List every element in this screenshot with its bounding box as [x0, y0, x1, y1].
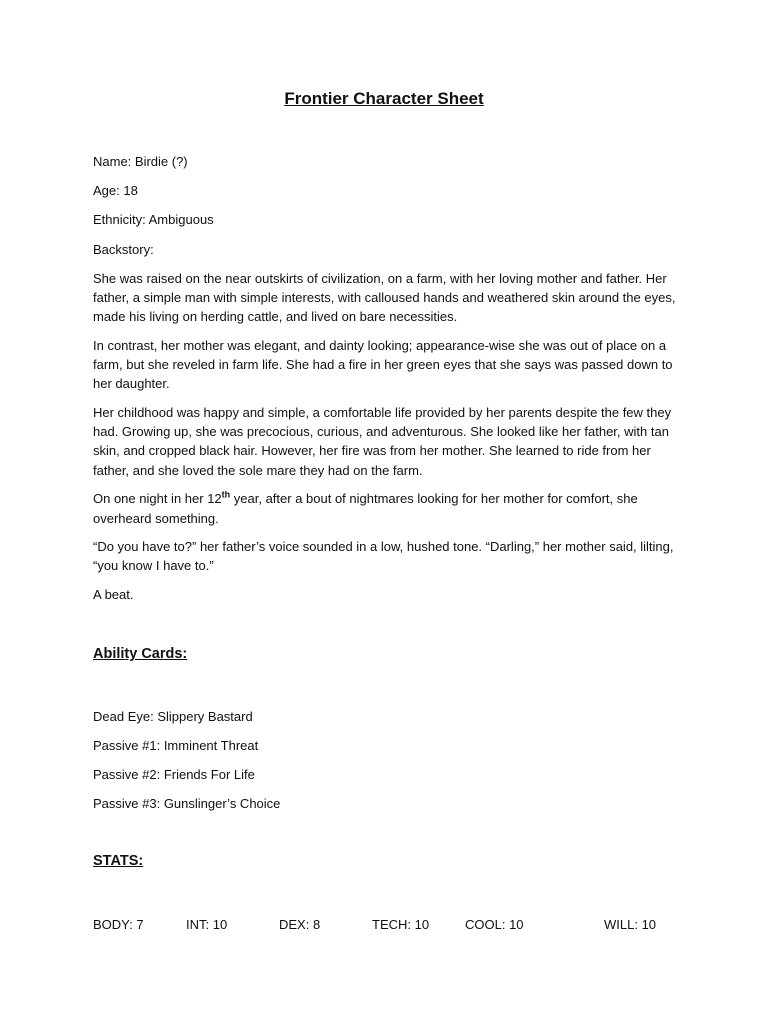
- ordinal-superscript: th: [221, 490, 231, 501]
- name-field: Name: Birdie (?): [93, 154, 188, 169]
- backstory-paragraph-1: She was raised on the near outskirts of civilization, on a farm, with her loving mother and father. Her father, a simple man with simple interests, with calloused hands and weathered skin around the eyes, made his living on herding cattle, and lived on bare necessities.: [93, 270, 676, 325]
- stats-heading: STATS:: [93, 853, 144, 870]
- backstory-paragraph-2: In contrast, her mother was elegant, and dainty looking; appearance-wise she was out of place on a farm, but she reveled in farm life. She had a fire in her green eyes that she says was passed down to her daughter.: [93, 337, 673, 392]
- stat-will: WILL: 10: [604, 917, 657, 932]
- document-body: [93, 152, 683, 881]
- ability-cards-heading: Ability Cards:: [93, 645, 188, 662]
- age-field: Age: 18: [93, 183, 138, 199]
- paragraph-4-end: year, after a bout of nightmares looking for her mother for comfort, she overheard something.: [93, 491, 638, 526]
- ability-card-item: Passive #1: Imminent Threat: [93, 737, 259, 753]
- ethnicity-field: Ethnicity: Ambiguous: [93, 212, 214, 228]
- backstory-paragraph-6: A beat.: [93, 587, 134, 603]
- page-title: Frontier Character Sheet: [284, 89, 484, 108]
- ability-card-item: Dead Eye: Slippery Bastard: [93, 708, 253, 724]
- stat-cool: COOL: 10: [465, 917, 524, 932]
- stats-row: [93, 917, 683, 937]
- stat-tech: TECH: 10: [372, 917, 430, 932]
- backstory-paragraph-4: [93, 489, 683, 527]
- stat-dex: DEX: 8: [279, 917, 321, 932]
- paragraph-4-start: On one night in her 12: [93, 491, 222, 507]
- stat-body: BODY: 7: [93, 917, 144, 932]
- ability-card-item: Passive #3: Gunslinger’s Choice: [93, 796, 281, 812]
- backstory-paragraph-3: Her childhood was happy and simple, a comfortable life provided by her parents despite the few they had. Growing up, she was precocious, curious, and adventurous. She looked like her father, with tan skin, and cropped black hair. However, her fire was from her mother. She learned to ride from her father, and she loved the sole mare they had on the farm.: [93, 405, 672, 478]
- stat-int: INT: 10: [186, 917, 228, 932]
- ability-card-item: Passive #2: Friends For Life: [93, 766, 255, 782]
- backstory-label: Backstory:: [93, 241, 154, 257]
- backstory-paragraph-5: “Do you have to?” her father’s voice sounded in a low, hushed tone. “Darling,” her mother said, lilting, “you know I have to.”: [93, 539, 674, 574]
